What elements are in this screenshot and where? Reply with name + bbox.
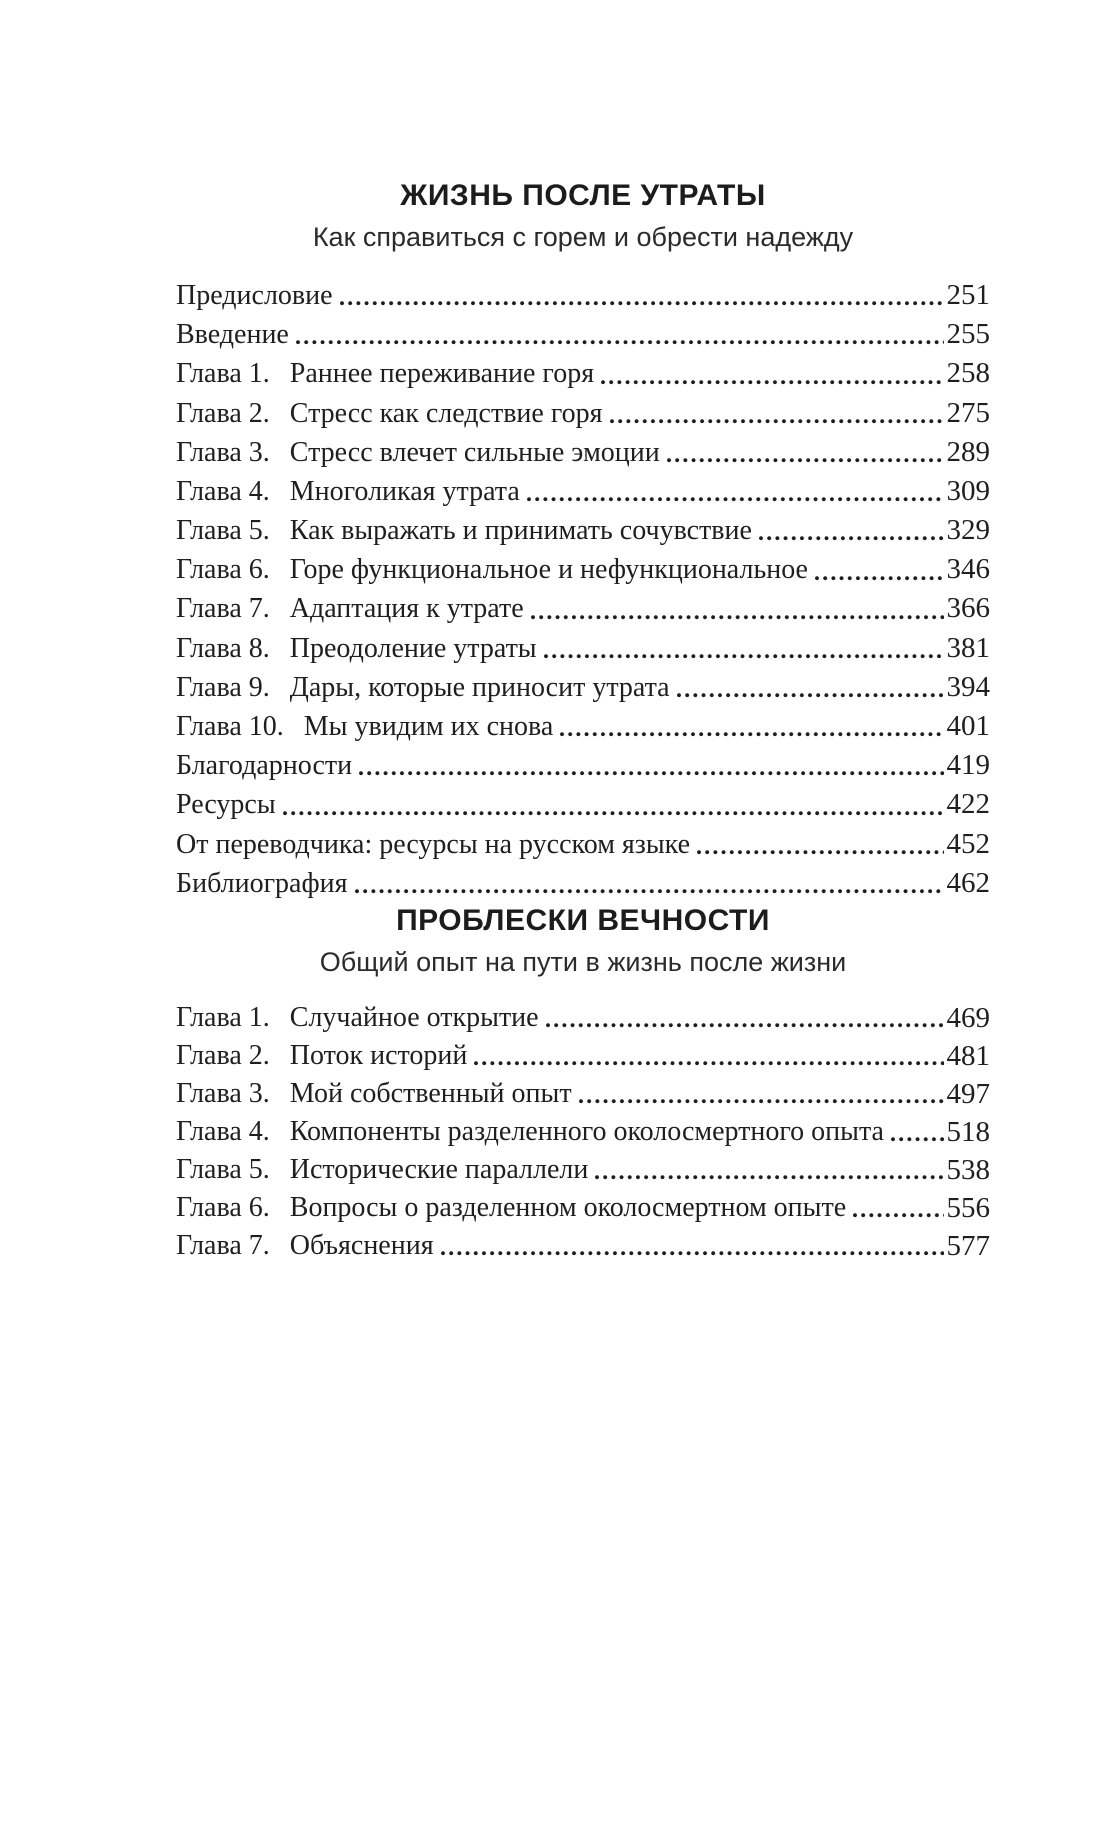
page-number: 452 (946, 827, 990, 860)
entry-title: Введение (176, 319, 289, 351)
chapter-number: Глава 6. (176, 554, 270, 586)
section-1-subtitle: Как справиться с горем и обрести надежду (312, 222, 854, 252)
toc-entry (176, 1113, 990, 1151)
dot-leader (295, 315, 944, 354)
page-number: 366 (946, 592, 990, 625)
dot-leader (666, 433, 944, 472)
chapter-number: Глава 2. (176, 1040, 270, 1071)
entry-title: Стресс влечет сильные эмоции (289, 436, 660, 468)
toc-entry (176, 472, 990, 511)
chapter-number: Глава 3. (176, 436, 270, 468)
toc-entry (176, 1151, 990, 1189)
toc-entry (176, 550, 990, 589)
entry-title: Дары, которые приносит утрата (289, 671, 670, 703)
entry-title: Мы увидим их снова (303, 711, 554, 743)
toc-entry (176, 668, 990, 707)
section-1-title: ЖИЗНЬ ПОСЛЕ УТРАТЫ (400, 179, 766, 212)
dot-leader (543, 629, 944, 668)
dot-leader (545, 999, 944, 1037)
dot-leader (594, 1151, 943, 1189)
toc-entry (176, 746, 990, 785)
page-number: 258 (946, 357, 990, 390)
dot-leader (526, 472, 944, 511)
toc-content (176, 180, 990, 1265)
chapter-number: Глава 9. (176, 671, 270, 703)
chapter-number: Глава 5. (176, 515, 270, 547)
chapter-number: Глава 5. (176, 1154, 270, 1185)
dot-leader (282, 785, 944, 824)
entry-title: Исторические параллели (289, 1154, 589, 1185)
page-number: 497 (946, 1078, 990, 1110)
page-number: 462 (946, 866, 990, 899)
toc-entry (176, 276, 990, 315)
entry-title: Благодарности (176, 750, 353, 782)
entry-title: Поток историй (289, 1040, 468, 1071)
chapter-number: Глава 1. (176, 358, 270, 390)
chapter-number: Глава 4. (176, 1116, 270, 1147)
page-number: 251 (946, 278, 990, 311)
page-number: 309 (946, 474, 990, 507)
chapter-number: Глава 7. (176, 593, 270, 625)
toc-list-1 (176, 276, 990, 903)
chapter-number: Глава 3. (176, 1078, 270, 1109)
entry-title: Горе функциональное и нефункциональное (289, 554, 808, 586)
page-number: 255 (946, 318, 990, 351)
page-number: 275 (946, 396, 990, 429)
toc-entry (176, 1075, 990, 1113)
toc-entry (176, 864, 990, 903)
entry-title: Ресурсы (176, 789, 276, 821)
toc-list-2 (176, 999, 990, 1265)
toc-entry (176, 315, 990, 354)
toc-entry (176, 394, 990, 433)
entry-title: Предисловие (176, 279, 333, 311)
dot-leader (758, 511, 944, 550)
page-number: 401 (946, 710, 990, 743)
chapter-number: Глава 1. (176, 1002, 270, 1033)
dot-leader (676, 668, 944, 707)
chapter-number: Глава 7. (176, 1230, 270, 1261)
entry-title: От переводчика: ресурсы на русском языке (176, 828, 690, 860)
toc-entry (176, 629, 990, 668)
dot-leader (696, 825, 944, 864)
page-number: 394 (946, 670, 990, 703)
toc-section-2 (176, 905, 990, 1265)
dot-leader (354, 864, 944, 903)
section-2-title: ПРОБЛЕСКИ ВЕЧНОСТИ (396, 904, 770, 937)
chapter-number: Глава 6. (176, 1192, 270, 1223)
section-2-subtitle: Общий опыт на пути в жизнь после жизни (319, 947, 847, 977)
toc-entry (176, 590, 990, 629)
dot-leader (609, 394, 944, 433)
toc-entry (176, 825, 990, 864)
entry-title: Раннее переживание горя (289, 358, 595, 390)
entry-title: Случайное открытие (289, 1002, 539, 1033)
page-number: 469 (946, 1002, 990, 1034)
dot-leader (339, 276, 944, 315)
entry-title: Как выражать и принимать сочувствие (289, 515, 752, 547)
page-number: 518 (946, 1116, 990, 1148)
page-number: 289 (946, 435, 990, 468)
entry-title: Компоненты разделенного околосмертного опыта (289, 1116, 884, 1147)
dot-leader (559, 707, 943, 746)
toc-entry (176, 785, 990, 824)
toc-entry (176, 511, 990, 550)
page-number: 556 (946, 1192, 990, 1224)
entry-title: Многоликая утрата (289, 475, 520, 507)
toc-entry (176, 354, 990, 393)
entry-title: Библиография (176, 867, 348, 899)
dot-leader (358, 746, 943, 785)
entry-title: Преодоление утраты (289, 632, 537, 664)
chapter-number: Глава 2. (176, 397, 270, 429)
toc-entry (176, 1037, 990, 1075)
toc-entry (176, 433, 990, 472)
dot-leader (578, 1075, 944, 1113)
toc-entry (176, 1227, 990, 1265)
page-number: 422 (946, 788, 990, 821)
entry-title: Объяснения (289, 1230, 434, 1261)
dot-leader (852, 1189, 943, 1227)
dot-leader (600, 354, 943, 393)
page-number: 346 (946, 553, 990, 586)
dot-leader (473, 1037, 943, 1075)
chapter-number: Глава 10. (176, 711, 284, 743)
page-number: 381 (946, 631, 990, 664)
page-number: 481 (946, 1040, 990, 1072)
dot-leader (530, 590, 944, 629)
dot-leader (814, 550, 944, 589)
toc-entry (176, 999, 990, 1037)
entry-title: Мой собственный опыт (289, 1078, 572, 1109)
entry-title: Адаптация к утрате (289, 593, 524, 625)
page-number: 538 (946, 1154, 990, 1186)
toc-section-1 (176, 180, 990, 903)
entry-title: Вопросы о разделенном околосмертном опыте (289, 1192, 847, 1223)
page-number: 577 (946, 1230, 990, 1262)
chapter-number: Глава 4. (176, 475, 270, 507)
toc-entry (176, 707, 990, 746)
entry-title: Стресс как следствие горя (289, 397, 603, 429)
page-number: 419 (946, 749, 990, 782)
toc-entry (176, 1189, 990, 1227)
dot-leader (440, 1227, 944, 1265)
dot-leader (890, 1113, 944, 1151)
chapter-number: Глава 8. (176, 632, 270, 664)
page-number: 329 (946, 514, 990, 547)
